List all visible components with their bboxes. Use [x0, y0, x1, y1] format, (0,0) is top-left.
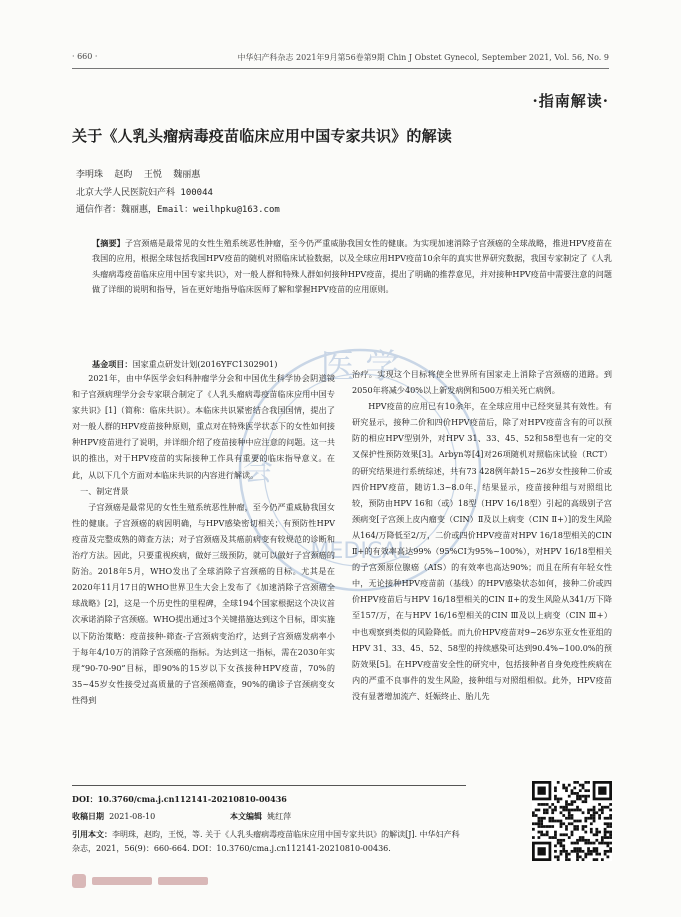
citation — [72, 827, 467, 856]
editor — [230, 811, 291, 822]
qr-code-icon — [532, 781, 612, 861]
watermark-bottom-text: MEDICAL — [310, 539, 410, 564]
section-tag: ·指南解读· — [532, 92, 609, 110]
body-paragraph: 治疗。实现这个目标将使全世界所有国家走上消除子宫颈癌的道路。到2050年将减少40%以上新发病例和500万相关死亡病例。 — [352, 369, 612, 396]
abstract — [92, 236, 612, 297]
publisher-logo-icon — [72, 871, 222, 891]
citation-label: 引用本文： — [72, 829, 112, 839]
funding-text: 国家重点研发计划(2016YFC1302901) — [132, 359, 278, 369]
running-header-page-number: · 660 · — [72, 52, 98, 61]
editor-value: 姚红萍 — [267, 812, 292, 821]
watermark-side-text: 会 — [243, 453, 273, 488]
citation-text: 李明珠，赵昀，王悦，等. 关于《人乳头瘤病毒疫苗临床应用中国专家共识》的解读[J]. 中华妇产科杂志，2021，56(9)：660-664. DOI：10.3760/cma.j.cn112141-20210810-00436. — [72, 830, 460, 853]
watermark-top-text: 医 学 — [320, 347, 400, 387]
abstract-text: 子宫颈癌是最常见的女性生殖系统恶性肿瘤，至今仍严重威胁我国女性的健康。为实现加速消除子宫颈癌的全球战略，推进HPV疫苗在我国的应用，根据全球包括我国HPV疫苗的随机对照临床试验数据，以及全球应用HPV疫苗10余年的真实世界研究数据，我国专家制定了《人乳头瘤病毒疫苗临床应用中国专家共识》，对一般人群和特殊人群如何接种HPV疫苗，提出了明确的推荐意见，并对接种HPV疫苗中需要注意的问题做了详细的说明和指导，旨在更好地指导临床医师了解和掌握HPV疫苗的应用原则。 — [92, 238, 612, 294]
affiliation: 北京大学人民医院妇产科 100044 — [76, 188, 213, 198]
authors: 李明珠 赵昀 王悦 魏丽惠 — [76, 170, 201, 180]
abstract-label: 【摘要】 — [92, 238, 125, 248]
body-paragraph: 2021年，由中华医学会妇科肿瘤学分会和中国优生科学协会阴道镜和子宫颈病理学分会专家联合制定了《人乳头瘤病毒疫苗临床应用中国专家共识》[1]（简称：临床共识）。本临床共识紧密结合我国国情，提出了对一般人群的HPV疫苗接种原则，重点对在特殊医学状态下的女性如何接种HPV疫苗进行了说明，并详细介绍了疫苗接种中应注意的问题。这一共识的推出，对于HPV疫苗的实际接种工作具有重要的临床指导意义。在此，从以下几个方面对本临床共识的内容进行解读。 — [72, 373, 335, 480]
doi: DOI：10.3760/cma.j.cn112141-20210810-00436 — [72, 794, 287, 804]
running-header-journal: 中华妇产科杂志 2021年9月第56卷第9期 Chin J Obstet Gynecol, September 2021, Vol. 56, No. 9 — [237, 53, 609, 62]
body-paragraph: 一、制定背景 — [80, 485, 129, 496]
article-title: 关于《人乳头瘤病毒疫苗临床应用中国专家共识》的解读 — [72, 127, 453, 145]
body-paragraph: 子宫颈癌是最常见的女性生殖系统恶性肿瘤，至今仍严重威胁我国女性的健康。子宫颈癌的病因明确，与HPV感染密切相关；有预防性HPV疫苗及完整成熟的筛查方法；对子宫颈癌及其癌前病变有较规范的诊断和治疗方法。因此，只要重视疾病，做好三级预防，就可以做好子宫颈癌的防治。2018年5月，WHO发出了全球消除子宫颈癌的目标。尤其是在2020年11月17日的WHO世界卫生大会上发布了《加速消除子宫颈癌全球战略》[2]，这是一个历史性的里程碑，全球194个国家根据这个决议首次承诺消除子宫颈癌。WHO提出通过3个关键措施达到这个目标，即实施以下防治策略：疫苗接种-筛查-子宫颈病变治疗，达到子宫颈癌发病率小于每年4/10万的消除子宫颈癌的指标。为达到这一指标，需在2030年实现“90-70-90”目标，即90%的15岁以下女孩接种HPV疫苗，70%的35~45岁女性接受过高质量的子宫颈癌筛查，90%的确诊子宫颈病变女性得到 — [72, 501, 335, 705]
body-paragraph: HPV疫苗的应用已有10余年，在全球应用中已经突显其有效性。有研究显示，接种二价和四价HPV疫苗后，除了对HPV疫苗含有的可以预防的相应HPV型别外，对HPV 31、33、45、52和58型也有一定的交叉保护性预防效果[3]。Arbyn等[4]对26项随机对照临床试验（RCT）的研究结果进行系统综述，共有73 428例年龄15~26岁女性接种二价或四价HPV疫苗，随访1.3~8.0年，结果显示，疫苗接种组与对照组比较，预防由HPV 16和（或）18型（HPV 16/18型）引起的高级别子宫颈病变[子宫颈上皮内瘤变（CIN）Ⅱ及以上病变（CIN Ⅱ+）]的发生风险从164/万降低至2/万，二价或四价HPV疫苗对HPV 16/18型相关的CIN Ⅱ+的有效率高达99%（95%CI为95%~100%），对HPV 16/18型相关的子宫颈原位腺癌（AIS）的有效率也高达90%；而且在所有年轻女性中，无论接种HPV疫苗前（基线）的HPV感染状态如何，接种二价或四价HPV疫苗后与HPV 16/18型相关的CIN Ⅱ+的发生风险从341/万下降至157/万，在与HPV 16/16型相关的CIN Ⅲ及以上病变（CIN Ⅲ+）中也观察到类似的风险降低。而九价HPV疫苗对9~26岁东亚女性亚组的HPV 31、33、45、52、58型的持续感染可达到90.4%~100.0%的预防效果[5]。在HPV疫苗安全性的研究中，包括接种者自身免疫性疾病在内的严重不良事件的发生风险，接种组与对照组相似。此外，HPV疫苗没有显著增加流产、妊娠终止、胎儿先 — [352, 401, 612, 701]
received-value: 2021-08-10 — [109, 812, 156, 821]
body-column-right — [352, 366, 612, 704]
footer-divider — [72, 785, 466, 786]
editor-label: 本文编辑 — [230, 811, 262, 821]
correspondence: 通信作者：魏丽惠，Email：weilhpku@163.com — [76, 205, 280, 215]
received-date — [72, 811, 155, 822]
header-divider — [72, 68, 609, 69]
body-column-left — [72, 370, 335, 708]
received-label: 收稿日期 — [72, 811, 104, 821]
funding-label: 基金项目： — [92, 359, 133, 369]
